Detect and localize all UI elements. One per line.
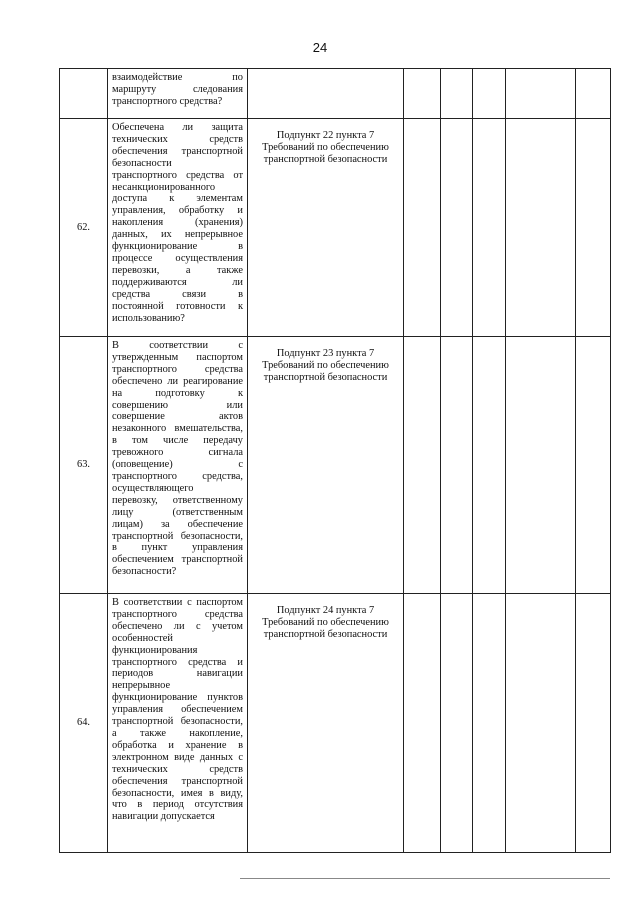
- page-number: 24: [312, 40, 328, 55]
- question-line: обеспечено ли реагирование: [112, 375, 243, 387]
- answer-cell: [441, 337, 473, 594]
- question-line: обеспечением транспортной: [112, 554, 243, 566]
- question-line: функционирования: [112, 644, 198, 656]
- question-line: (оповещение) с: [112, 459, 243, 471]
- row-number: [60, 69, 108, 119]
- answer-cell: [506, 594, 576, 853]
- table-row: [60, 594, 611, 853]
- question-line: перевозку, ответственному: [112, 494, 243, 506]
- question-line: процессе осуществления: [112, 252, 243, 264]
- question-line: особенностей: [112, 632, 173, 644]
- answer-cell: [404, 594, 441, 853]
- row-number: 64.: [60, 594, 108, 853]
- question-line: технических средств: [112, 763, 243, 775]
- question-line: в пункт управления: [112, 542, 243, 554]
- question-line: использованию?: [112, 312, 185, 324]
- requirement-reference: Подпункт 24 пункта 7 Требований по обеспечению транспортной безопасности: [248, 594, 404, 853]
- question-line: транспортной безопасности,: [112, 716, 243, 728]
- question-line: а также накопление,: [112, 727, 243, 739]
- table-body: [60, 69, 611, 853]
- answer-cell: [441, 119, 473, 337]
- question-line: электронном виде данных с: [112, 751, 243, 763]
- question-line: транспортного средства?: [112, 95, 223, 107]
- question-line: доступа к элементам: [112, 193, 243, 205]
- question-line: на подготовку к: [112, 387, 243, 399]
- answer-cell: [576, 594, 611, 853]
- question-line: навигации допускается: [112, 811, 215, 823]
- answer-cell: [441, 69, 473, 119]
- question-cell: [108, 337, 248, 594]
- question-line: тревожного сигнала: [112, 447, 243, 459]
- question-line: В соответствии с паспортом: [112, 597, 243, 608]
- question-line: постоянной готовности к: [112, 300, 243, 312]
- row-number: 63.: [60, 337, 108, 594]
- question-line: безопасности, имея в виду,: [112, 787, 243, 799]
- question-line: незаконного вмешательства,: [112, 423, 243, 435]
- question-line: совершение актов: [112, 411, 243, 423]
- question-line: транспортного средства и: [112, 656, 243, 668]
- question-cell: [108, 69, 248, 119]
- requirement-reference: [248, 69, 404, 119]
- answer-cell: [576, 119, 611, 337]
- answer-cell: [506, 69, 576, 119]
- answer-cell: [473, 337, 506, 594]
- answer-cell: [576, 337, 611, 594]
- row-number: 62.: [60, 119, 108, 337]
- answer-cell: [506, 337, 576, 594]
- answer-cell: [506, 119, 576, 337]
- question-line: транспортного средства: [112, 363, 243, 375]
- question-line: обработка и хранение в: [112, 739, 243, 751]
- question-line: безопасности: [112, 157, 172, 169]
- table-row: [60, 119, 611, 337]
- question-line: в том числе передачу: [112, 435, 243, 447]
- question-line: совершению или: [112, 399, 243, 411]
- table-row: [60, 69, 611, 119]
- answer-cell: [404, 119, 441, 337]
- question-line: несанкционированного: [112, 181, 216, 193]
- question-line: осуществляющего: [112, 482, 194, 494]
- question-line: функционирование пунктов: [112, 692, 243, 704]
- question-line: управления обеспечением: [112, 704, 243, 716]
- question-line: взаимодействие по: [112, 72, 243, 83]
- answer-cell: [404, 69, 441, 119]
- question-line: Обеспечена ли защита: [112, 122, 243, 133]
- requirement-reference: Подпункт 22 пункта 7 Требований по обеспечению транспортной безопасности: [248, 119, 404, 337]
- question-line: периодов навигации: [112, 668, 243, 680]
- question-line: что в период отсутствия: [112, 799, 243, 811]
- checklist-table: [59, 68, 611, 853]
- question-line: данных, их непрерывное: [112, 229, 243, 241]
- answer-cell: [576, 69, 611, 119]
- table-row: [60, 337, 611, 594]
- question-line: В соответствии с: [112, 340, 243, 351]
- question-line: перевозки, а также: [112, 264, 243, 276]
- question-line: утвержденным паспортом: [112, 351, 243, 363]
- question-cell: [108, 119, 248, 337]
- question-line: транспортного средства: [112, 608, 243, 620]
- question-line: средства связи в: [112, 288, 243, 300]
- question-cell: [108, 594, 248, 853]
- answer-cell: [473, 119, 506, 337]
- question-line: технических средств: [112, 133, 243, 145]
- question-line: лицу (ответственным: [112, 506, 243, 518]
- question-line: маршруту следования: [112, 83, 243, 95]
- question-line: накопления (хранения): [112, 217, 243, 229]
- answer-cell: [441, 594, 473, 853]
- question-line: транспортного средства от: [112, 169, 243, 181]
- question-line: транспортной безопасности,: [112, 530, 243, 542]
- question-line: лицам) за обеспечение: [112, 518, 243, 530]
- question-line: обеспечения транспортной: [112, 145, 243, 157]
- question-line: поддерживаются ли: [112, 276, 243, 288]
- answer-cell: [473, 69, 506, 119]
- question-line: обеспечения транспортной: [112, 775, 243, 787]
- requirement-reference: Подпункт 23 пункта 7 Требований по обеспечению транспортной безопасности: [248, 337, 404, 594]
- question-line: функционирование в: [112, 241, 243, 253]
- answer-cell: [473, 594, 506, 853]
- answer-cell: [404, 337, 441, 594]
- question-line: безопасности?: [112, 566, 177, 578]
- footer-rule: [240, 878, 610, 879]
- question-line: транспортного средства,: [112, 470, 243, 482]
- question-line: обеспечено ли с учетом: [112, 620, 243, 632]
- question-line: управления, обработку и: [112, 205, 243, 217]
- question-line: непрерывное: [112, 680, 171, 692]
